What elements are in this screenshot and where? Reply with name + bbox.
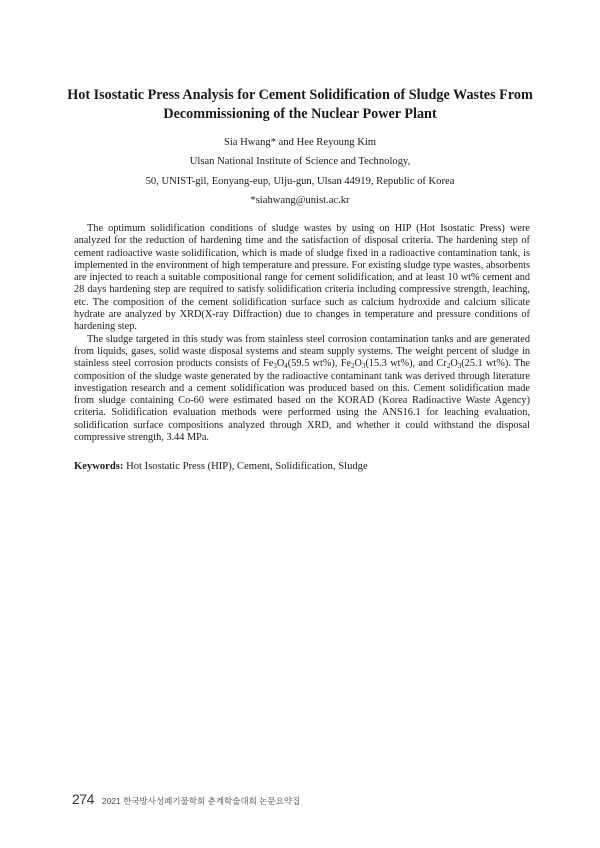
footer-text: 2021 한국방사성폐기물학회 춘계학술대회 논문요약집 [101, 796, 301, 806]
page-footer [72, 791, 300, 807]
paper-title: Hot Isostatic Press Analysis for Cement Solidification of Sludge Wastes From Decommissioning of the Nuclear Power Plant [67, 87, 533, 122]
author-list: Sia Hwang* and Hee Reyoung Kim [223, 137, 377, 148]
abstract-paragraph-2 [74, 334, 530, 445]
keywords [74, 461, 530, 472]
affiliation: Ulsan National Institute of Science and Technology, [189, 156, 411, 167]
keywords-text: Hot Isostatic Press (HIP), Cement, Solidification, Sludge [123, 461, 368, 472]
contact-email: *siahwang@unist.ac.kr [250, 195, 350, 206]
formula-fe2o3: $Fe_2O_3(15.3$ wt%), and [340, 358, 437, 371]
formula-cr2o3: $Cr_2O_3(25.1$ wt%). [436, 358, 514, 371]
page-number: 274 [72, 791, 94, 807]
abstract [74, 223, 530, 444]
address: 50, UNIST-gil, Eonyang-eup, Ulju-gun, Ulsan 44919, Republic of Korea [145, 176, 455, 187]
abstract-paragraph-1: The optimum solidification conditions of sludge wastes by using on HIP (Hot Isostatic Press) were analyzed for the reduction of hardening time and the satisfaction of disposal criteria. The hardening step of cement radioactive waste solidification, which is made of sludge fixed in a radioactive contamination tank, is implemented in the environment of high temperature and pressure. For existing sludge type wastes, absorbents are injected to reach a suitable compositional range for cement solidification, and at least 10 wt% cement and 28 days hardening step are required to satisfy solidification criteria including compressive strength, leaching, etc. The composition of the cement solidification surface such as calcium hydroxide and calcium silicate hydrate are analyzed by XRD(X-ray Diffraction) due to changes in temperature and pressure conditions of hardening step. [74, 223, 530, 333]
paragraph-2-intro: The sludge targeted in this study was from stainless steel corrosion contamination tanks and are generated from liquids, gases, solid waste disposal systems and steam supply systems. The weight percent of sludge in stainless steel corrosion products consists of [74, 333, 530, 370]
paragraph-2-body: The composition of the sludge waste generated by the radioactive contaminant tank was derived through literature investigation research and a cement solidification was produced based on this. Cement solidification made from sludge containing Co-60 were estimated based on the KORAD (Korea Radioactive Waste Agency) criteria. Solidification evaluation methods were performed using the ANS16.1 for leaching evaluation, solidification surface compositions analyzed through XRD, and whether it could withstand the disposal compressive strength, 3.44 MPa. [74, 358, 530, 444]
formula-fe3o4: $Fe_3O_4(59.5$ wt%), [263, 358, 341, 371]
keywords-label: Keywords: [74, 461, 124, 472]
